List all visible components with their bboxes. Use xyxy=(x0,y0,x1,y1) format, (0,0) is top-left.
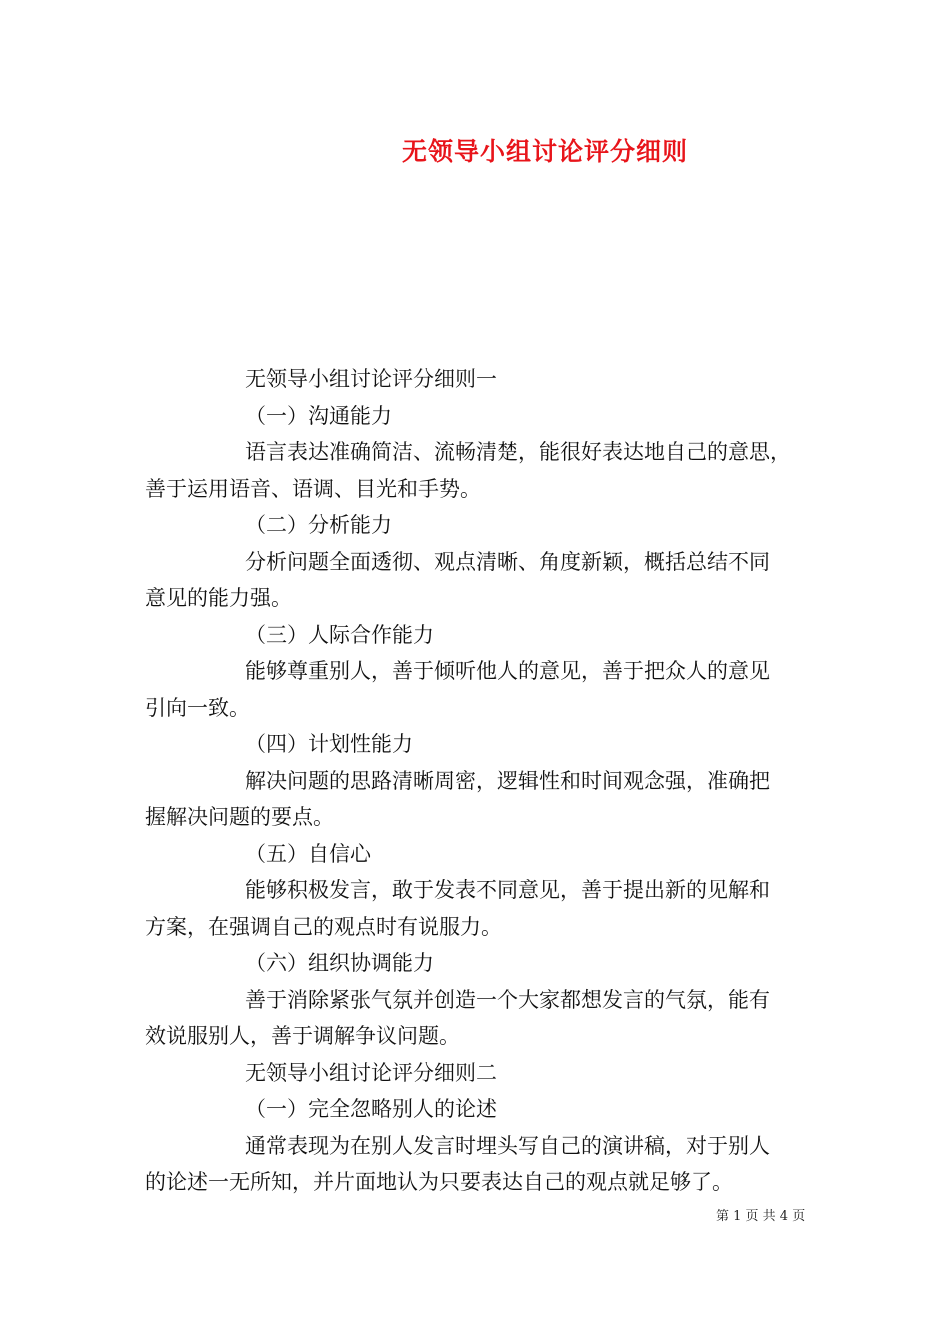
paragraph-line: 效说服别人，善于调解争议问题。 xyxy=(145,1024,460,1048)
paragraph-line: 语言表达准确简洁、流畅清楚，能很好表达地自己的意思， xyxy=(245,440,791,464)
paragraph-line: 的论述一无所知，并片面地认为只要表达自己的观点就足够了。 xyxy=(145,1170,733,1194)
subsection-heading: （五）自信心 xyxy=(245,841,371,866)
paragraph-line: 能够积极发言，敢于发表不同意见，善于提出新的见解和 xyxy=(245,878,770,902)
paragraph-line: 分析问题全面透彻、观点清晰、角度新颖，概括总结不同 xyxy=(245,549,770,574)
section-heading-1: 无领导小组讨论评分细则一 xyxy=(245,367,497,391)
subsection-heading: （一）沟通能力 xyxy=(245,403,392,428)
section-heading-2: 无领导小组讨论评分细则二 xyxy=(245,1060,497,1085)
subsection-heading: （二）分析能力 xyxy=(245,513,392,537)
paragraph-line: 善于消除紧张气氛并创造一个大家都想发言的气氛，能有 xyxy=(245,987,770,1012)
paragraph-line: 能够尊重别人，善于倾听他人的意见，善于把众人的意见 xyxy=(245,659,770,683)
subsection-heading: （一）完全忽略别人的论述 xyxy=(245,1097,497,1121)
paragraph-line: 意见的能力强。 xyxy=(145,586,292,610)
paragraph-line: 解决问题的思路清晰周密，逻辑性和时间观念强，准确把 xyxy=(245,768,770,793)
subsection-heading: （四）计划性能力 xyxy=(245,732,413,756)
document-title: 无领导小组讨论评分细则 xyxy=(401,137,688,166)
paragraph-line: 善于运用语音、语调、目光和手势。 xyxy=(145,476,481,501)
paragraph-line: 握解决问题的要点。 xyxy=(145,805,334,829)
paragraph-line: 引向一致。 xyxy=(145,695,250,720)
document-body xyxy=(145,361,810,1201)
page-footer: 第 1 页 共 4 页 xyxy=(716,1209,806,1224)
paragraph-line: 方案，在强调自己的观点时有说服力。 xyxy=(145,914,502,939)
paragraph-line: 通常表现为在别人发言时埋头写自己的演讲稿，对于别人 xyxy=(245,1133,770,1158)
subsection-heading: （六）组织协调能力 xyxy=(245,951,434,975)
subsection-heading: （三）人际合作能力 xyxy=(245,622,434,647)
